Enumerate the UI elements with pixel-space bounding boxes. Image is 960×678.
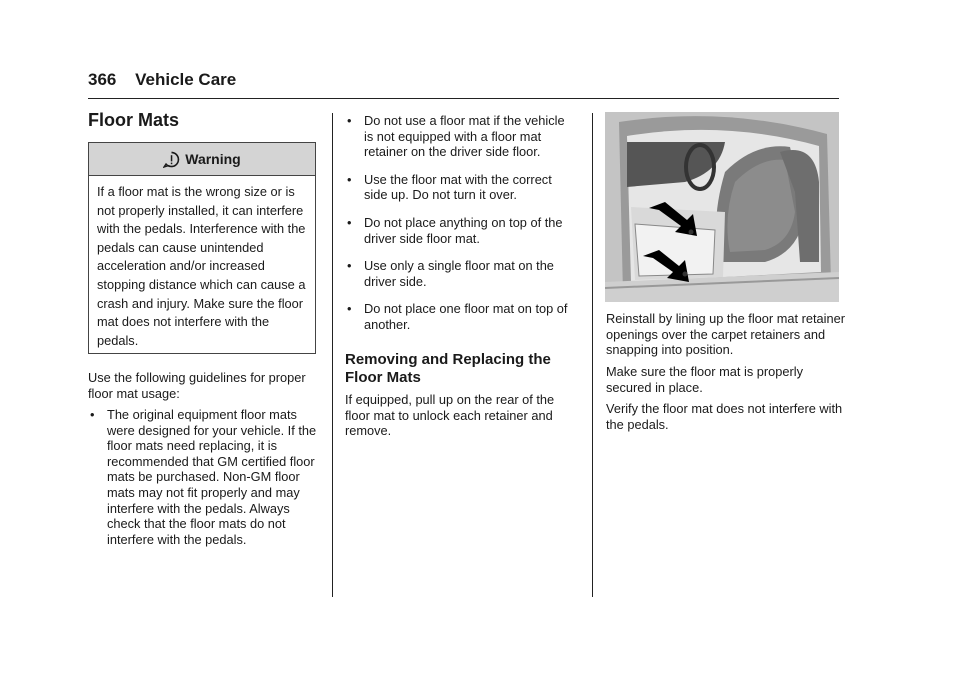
bullet-icon: • — [347, 214, 352, 230]
warning-box — [88, 142, 316, 354]
bullet-icon: • — [347, 171, 352, 187]
list-item — [345, 215, 577, 246]
page-number: 366 — [88, 70, 117, 89]
bullet-icon: • — [347, 258, 352, 274]
subsection-title: Removing and Replacing the Floor Mats — [345, 351, 551, 386]
warning-header — [89, 143, 315, 176]
running-header — [88, 70, 236, 90]
guideline-list-1 — [88, 407, 320, 554]
bullet-icon: • — [347, 301, 352, 317]
floor-mat-illustration — [605, 112, 839, 302]
section-title: Floor Mats — [88, 110, 180, 130]
list-item-text: Do not place one floor mat on top of another. — [364, 301, 568, 332]
chapter-title: Vehicle Care — [135, 70, 237, 89]
bullet-icon: • — [347, 113, 352, 128]
bullet-icon: • — [90, 407, 95, 422]
list-item-text: Do not place anything on top of the driver side floor mat. — [364, 214, 563, 246]
list-item — [345, 172, 577, 203]
intro-paragraph: Use the following guidelines for proper floor mat usage: — [88, 370, 306, 401]
list-item — [345, 258, 577, 289]
warning-label: Warning — [185, 151, 241, 167]
secure-paragraph: Make sure the floor mat is properly secured in place. — [606, 364, 804, 395]
warning-text: If a floor mat is the wrong size or is not properly installed, it can interfere with the pedals. Interference with the pedals can cause unintended acceleration and/or increased stopping distance which can cause a crash and injury. Make sure the floor mat does not interfere with the pedals. — [97, 184, 306, 348]
header-rule — [88, 98, 839, 99]
verify-paragraph: Verify the floor mat does not interfere with the pedals. — [606, 401, 843, 432]
list-item — [345, 301, 577, 332]
list-item — [88, 407, 320, 547]
list-item-text: Use only a single floor mat on the driver side. — [364, 258, 554, 289]
warning-icon — [163, 151, 180, 168]
guideline-list-2 — [345, 113, 577, 340]
list-item-text: The original equipment floor mats were designed for your vehicle. If the floor mats need replacing, it is recommended that GM certified floor mats be purchased. Non-GM floor mats may not fit properly and may interfere with the pedals. Always check that the floor mats do not interfere with the pedals. — [107, 407, 317, 547]
list-item — [345, 113, 577, 160]
list-item-text: Do not use a floor mat if the vehicle is not equipped with a floor mat retainer on the driver side floor. — [364, 113, 565, 160]
column-divider-2 — [592, 113, 593, 597]
list-item-text: Use the floor mat with the correct side up. Do not turn it over. — [364, 171, 552, 203]
removing-paragraph: If equipped, pull up on the rear of the floor mat to unlock each retainer and remove. — [345, 392, 555, 439]
column-divider-1 — [332, 113, 333, 597]
reinstall-paragraph: Reinstall by lining up the floor mat retainer openings over the carpet retainers and snapping into position. — [606, 311, 845, 358]
